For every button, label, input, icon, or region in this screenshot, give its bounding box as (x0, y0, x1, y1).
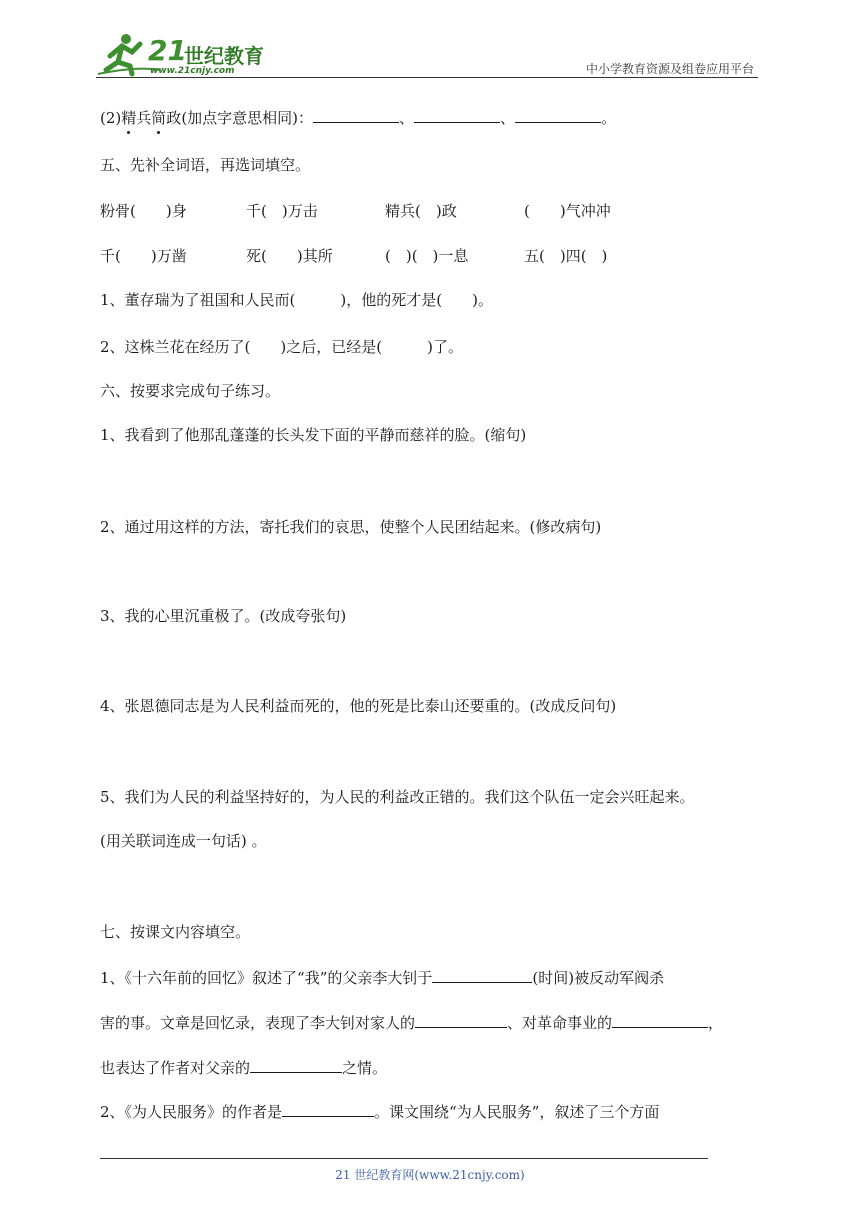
logo-number: 21 (148, 34, 187, 67)
answer-blank[interactable] (250, 1058, 342, 1073)
section6-title: 六、按要求完成句子练习。 (100, 382, 281, 400)
section5-q1: 1、董存瑞为了祖国和人民而( )，他的死才是( )。 (100, 291, 493, 309)
section6-q1: 1、我看到了他那乱蓬蓬的长头发下面的平静而慈祥的脸。(缩句) (100, 426, 527, 444)
answer-blank[interactable] (282, 1102, 374, 1117)
footer-link[interactable]: 21 世纪教育网(www.21cnjy.com) (335, 1168, 525, 1182)
separator: 、 (500, 109, 516, 127)
plain-char: 兵 (136, 109, 152, 127)
answer-blank[interactable] (612, 1013, 708, 1028)
item-note: (加点字意思相同)： (181, 109, 314, 127)
text-segment: 2、《为人民服务》的作者是 (100, 1103, 283, 1121)
plain-char: 政 (166, 109, 182, 127)
section5-title: 五、先补全词语，再选词填空。 (100, 156, 311, 174)
answer-blank[interactable] (432, 968, 532, 983)
text-segment: 之情。 (342, 1059, 388, 1077)
word-item[interactable]: 五( )四( ) (524, 247, 608, 265)
logo-url: www.21cnjy.com (150, 66, 235, 76)
word-item[interactable]: ( )( )一息 (385, 247, 469, 265)
site-logo (96, 30, 296, 80)
period: 。 (601, 109, 617, 127)
section7-q1-line3 (100, 1058, 387, 1078)
section6-q5-line1: 5、我们为人民的利益坚持好的，为人民的利益改正错的。我们这个队伍一定会兴旺起来。 (100, 788, 695, 806)
text-segment: 、对革命事业的 (507, 1014, 613, 1032)
q4-item2 (100, 108, 616, 128)
footer-divider (100, 1158, 708, 1159)
logo-text: 世纪教育 (184, 44, 264, 68)
section6-q5-line2: (用关联词连成一句话) 。 (100, 832, 267, 850)
section7-q1-line2 (100, 1013, 723, 1033)
word-item[interactable]: 精兵( )政 (385, 202, 457, 220)
platform-name: 中小学教育资源及组卷应用平台 (585, 62, 754, 76)
answer-blank[interactable] (515, 108, 601, 123)
item-number: (2) (100, 109, 122, 127)
answer-blank[interactable] (313, 108, 399, 123)
word-item[interactable]: 死( )其所 (246, 247, 333, 265)
word-item[interactable]: 粉骨( )身 (100, 202, 187, 220)
dotted-char: 精 (121, 109, 137, 127)
answer-blank[interactable] (414, 108, 500, 123)
text-segment: 。课文围绕“为人民服务”，叙述了三个方面 (374, 1103, 660, 1121)
section6-q2: 2、通过用这样的方法，寄托我们的哀思，使整个人民团结起来。(修改病句) (100, 518, 602, 536)
text-segment: 害的事。文章是回忆录，表现了李大钊对家人的 (100, 1014, 416, 1032)
text-segment: ， (708, 1014, 724, 1032)
dotted-char: 简 (151, 109, 167, 127)
word-item[interactable]: 千( )万凿 (100, 247, 187, 265)
separator: 、 (399, 109, 415, 127)
section6-q4: 4、张恩德同志是为人民利益而死的，他的死是比泰山还要重的。(改成反问句) (100, 697, 617, 715)
section7-title: 七、按课文内容填空。 (100, 923, 251, 941)
section7-q2-line1 (100, 1102, 659, 1122)
section6-q3: 3、我的心里沉重极了。(改成夸张句) (100, 607, 347, 625)
header-divider (96, 77, 758, 78)
text-segment: (时间)被反动军阀杀 (532, 969, 665, 987)
section7-q1-line1 (100, 968, 664, 988)
answer-blank[interactable] (415, 1013, 507, 1028)
text-segment: 1、《十六年前的回忆》叙述了“我”的父亲李大钊于 (100, 969, 433, 987)
text-segment: 也表达了作者对父亲的 (100, 1059, 251, 1077)
word-item[interactable]: ( )气冲冲 (524, 202, 611, 220)
section5-q2: 2、这株兰花在经历了( )之后，已经是( )了。 (100, 338, 463, 356)
word-item[interactable]: 千( )万击 (246, 202, 318, 220)
